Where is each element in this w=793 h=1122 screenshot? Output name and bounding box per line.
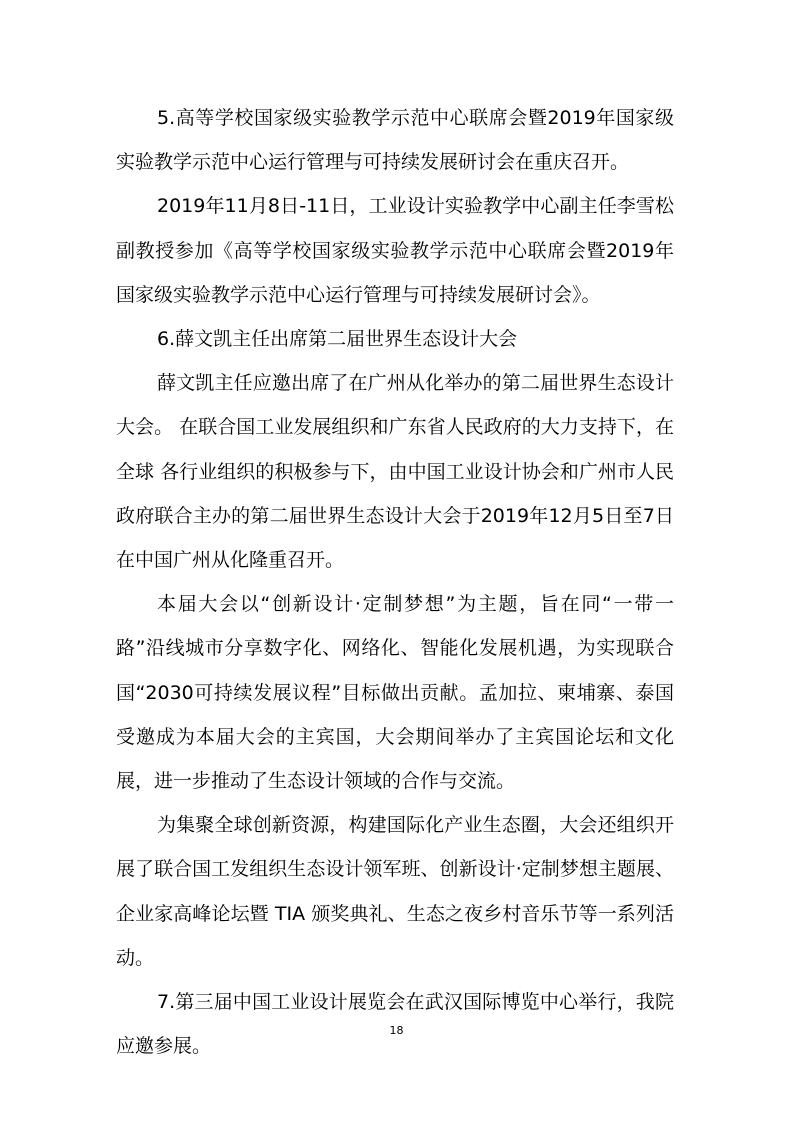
paragraph-item-7-heading: 7.第三届中国工业设计展览会在武汉国际博览中心举行，我院应邀参展。: [116, 991, 674, 1058]
paragraph-conference-attendance: 2019年11月8日-11日，工业设计实验教学中心副主任李雪松副教授参加《高等学校国家级实验教学示范中心联席会暨2019年国家级实验教学示范中心运行管理与可持续发展研讨会》。: [116, 195, 674, 306]
document-body: [116, 96, 674, 1068]
page-number: 18: [389, 1024, 404, 1037]
paragraph-conference-theme: 本届大会以“创新设计·定制梦想”为主题，旨在同“一带一路”沿线城市分享数字化、网络化、智能化发展机遇，为实现联合国“2030可持续发展议程”目标做出贡献。孟加拉、柬埔寨、泰国受邀成为本届大会的主宾国，大会期间举办了主宾国论坛和文化展，进一步推动了生态设计领域的合作与交流。: [116, 593, 674, 793]
paragraph-eco-design-conference: 薛文凯主任应邀出席了在广州从化举办的第二届世界生态设计大会。 在联合国工业发展组织和广东省人民政府的大力支持下，在全球 各行业组织的积极参与下，由中国工业设计协会和广州市人民政府联合主办的第二届世界生态设计大会于2019年12月5日至7日在中国广州从化隆重召开。: [116, 372, 674, 572]
paragraph-item-6-heading: 6.薛文凯主任出席第二届世界生态设计大会: [157, 328, 518, 351]
paragraph-conference-activities: 为集聚全球创新资源，构建国际化产业生态圈，大会还组织开展了联合国工发组织生态设计领军班、创新设计·定制梦想主题展、企业家高峰论坛暨 TIA 颁奖典礼、生态之夜乡村音乐节等一系列活动。: [116, 814, 674, 969]
paragraph-item-5-heading: 5.高等学校国家级实验教学示范中心联席会暨2019年国家级实验教学示范中心运行管理与可持续发展研讨会在重庆召开。: [116, 107, 674, 174]
